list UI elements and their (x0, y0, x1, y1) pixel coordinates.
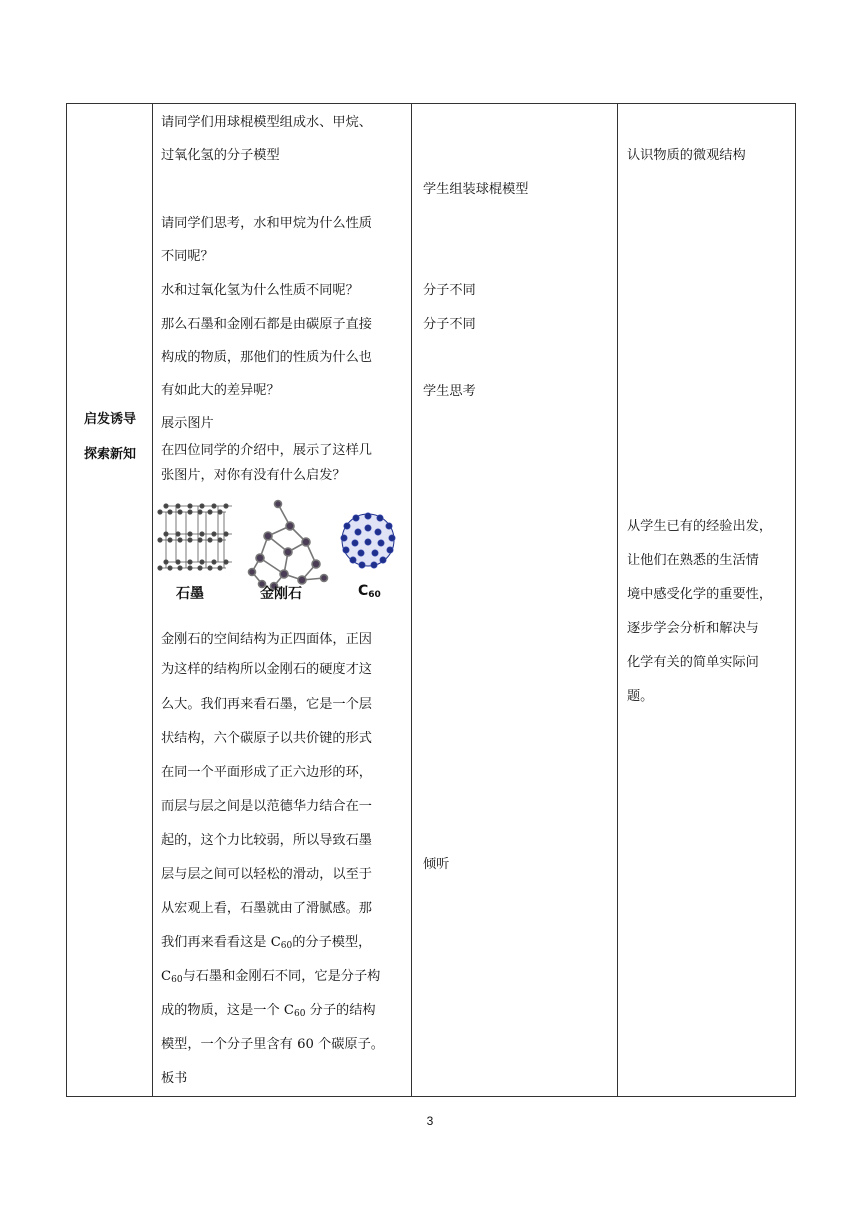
column-divider (152, 103, 153, 1097)
text-line: 从学生已有的经验出发， (627, 519, 773, 534)
text-line: 过氧化氢的分子模型 (161, 148, 280, 163)
diamond-model (249, 501, 328, 590)
page-number: 3 (426, 1114, 434, 1128)
text-line: 倾听 (423, 857, 450, 872)
text-line: 展示图片 (161, 416, 214, 431)
text-line: 学生思考 (423, 384, 476, 399)
text-line: 不同呢？ (161, 249, 214, 264)
text-line: 起的，这个力比较弱，所以导致石墨 (161, 833, 372, 848)
c60-label: $C_{60}$ (358, 583, 381, 600)
text-line: 分子不同 (423, 283, 476, 298)
text-line: 让他们在熟悉的生活情 (627, 553, 759, 568)
text-line: 在同一个平面形成了正六边形的环， (161, 765, 372, 780)
column-divider (411, 103, 412, 1097)
text-line: 学生组装球棍模型 (423, 182, 529, 197)
text-line: 而层与层之间是以范德华力结合在一 (161, 799, 372, 814)
text-line: 化学有关的简单实际问 (627, 655, 759, 670)
text-line: 请同学们用球棍模型组成水、甲烷、 (161, 115, 372, 130)
section-label-line2: 探索新知 (83, 447, 136, 462)
text-line: 状结构，六个碳原子以共价键的形式 (161, 731, 372, 746)
graphite-label: 石墨 (176, 586, 204, 602)
text-line: 张图片，对你有没有什么启发？ (161, 468, 346, 483)
c60-model (341, 513, 395, 568)
text-line: 模型，一个分子里含有 60 个碳原子。 (161, 1037, 384, 1052)
text-line: 题。 (627, 689, 654, 704)
text-line: 逐步学会分析和解决与 (627, 621, 759, 636)
text-line: 那么石墨和金刚石都是由碳原子直接 (161, 317, 372, 332)
text-line: 在四位同学的介绍中，展示了这样几 (161, 443, 372, 458)
text-line: 有如此大的差异呢？ (161, 383, 280, 398)
text-line: 为这样的结构所以金刚石的硬度才这 (161, 662, 372, 677)
text-line: 认识物质的微观结构 (627, 148, 746, 163)
text-line: 么大。我们再来看石墨，它是一个层 (161, 697, 372, 712)
text-line: 层与层之间可以轻松的滑动，以至于 (161, 867, 372, 882)
text-line: 从宏观上看，石墨就由了滑腻感。那 (161, 901, 372, 916)
text-line: 成的物质，这是一个 $C_{60}$ 分子的结构 (161, 1003, 376, 1019)
text-line: 境中感受化学的重要性， (627, 587, 773, 602)
text-line: $C_{60}$与石墨和金刚石不同，它是分子构 (161, 969, 381, 985)
text-line: 构成的物质，那他们的性质为什么也 (161, 350, 372, 365)
text-line: 水和过氧化氢为什么性质不同呢？ (161, 283, 359, 298)
section-label-line1: 启发诱导 (83, 412, 136, 427)
graphite-model (158, 504, 232, 570)
text-line: 请同学们思考，水和甲烷为什么性质 (161, 216, 372, 231)
text-line: 板书 (161, 1071, 188, 1086)
diamond-label: 金刚石 (260, 586, 302, 602)
text-line: 金刚石的空间结构为正四面体，正因 (161, 632, 372, 647)
column-divider (617, 103, 618, 1097)
text-line: 我们再来看看这是 $C_{60}$的分子模型， (161, 935, 372, 951)
text-line: 分子不同 (423, 317, 476, 332)
